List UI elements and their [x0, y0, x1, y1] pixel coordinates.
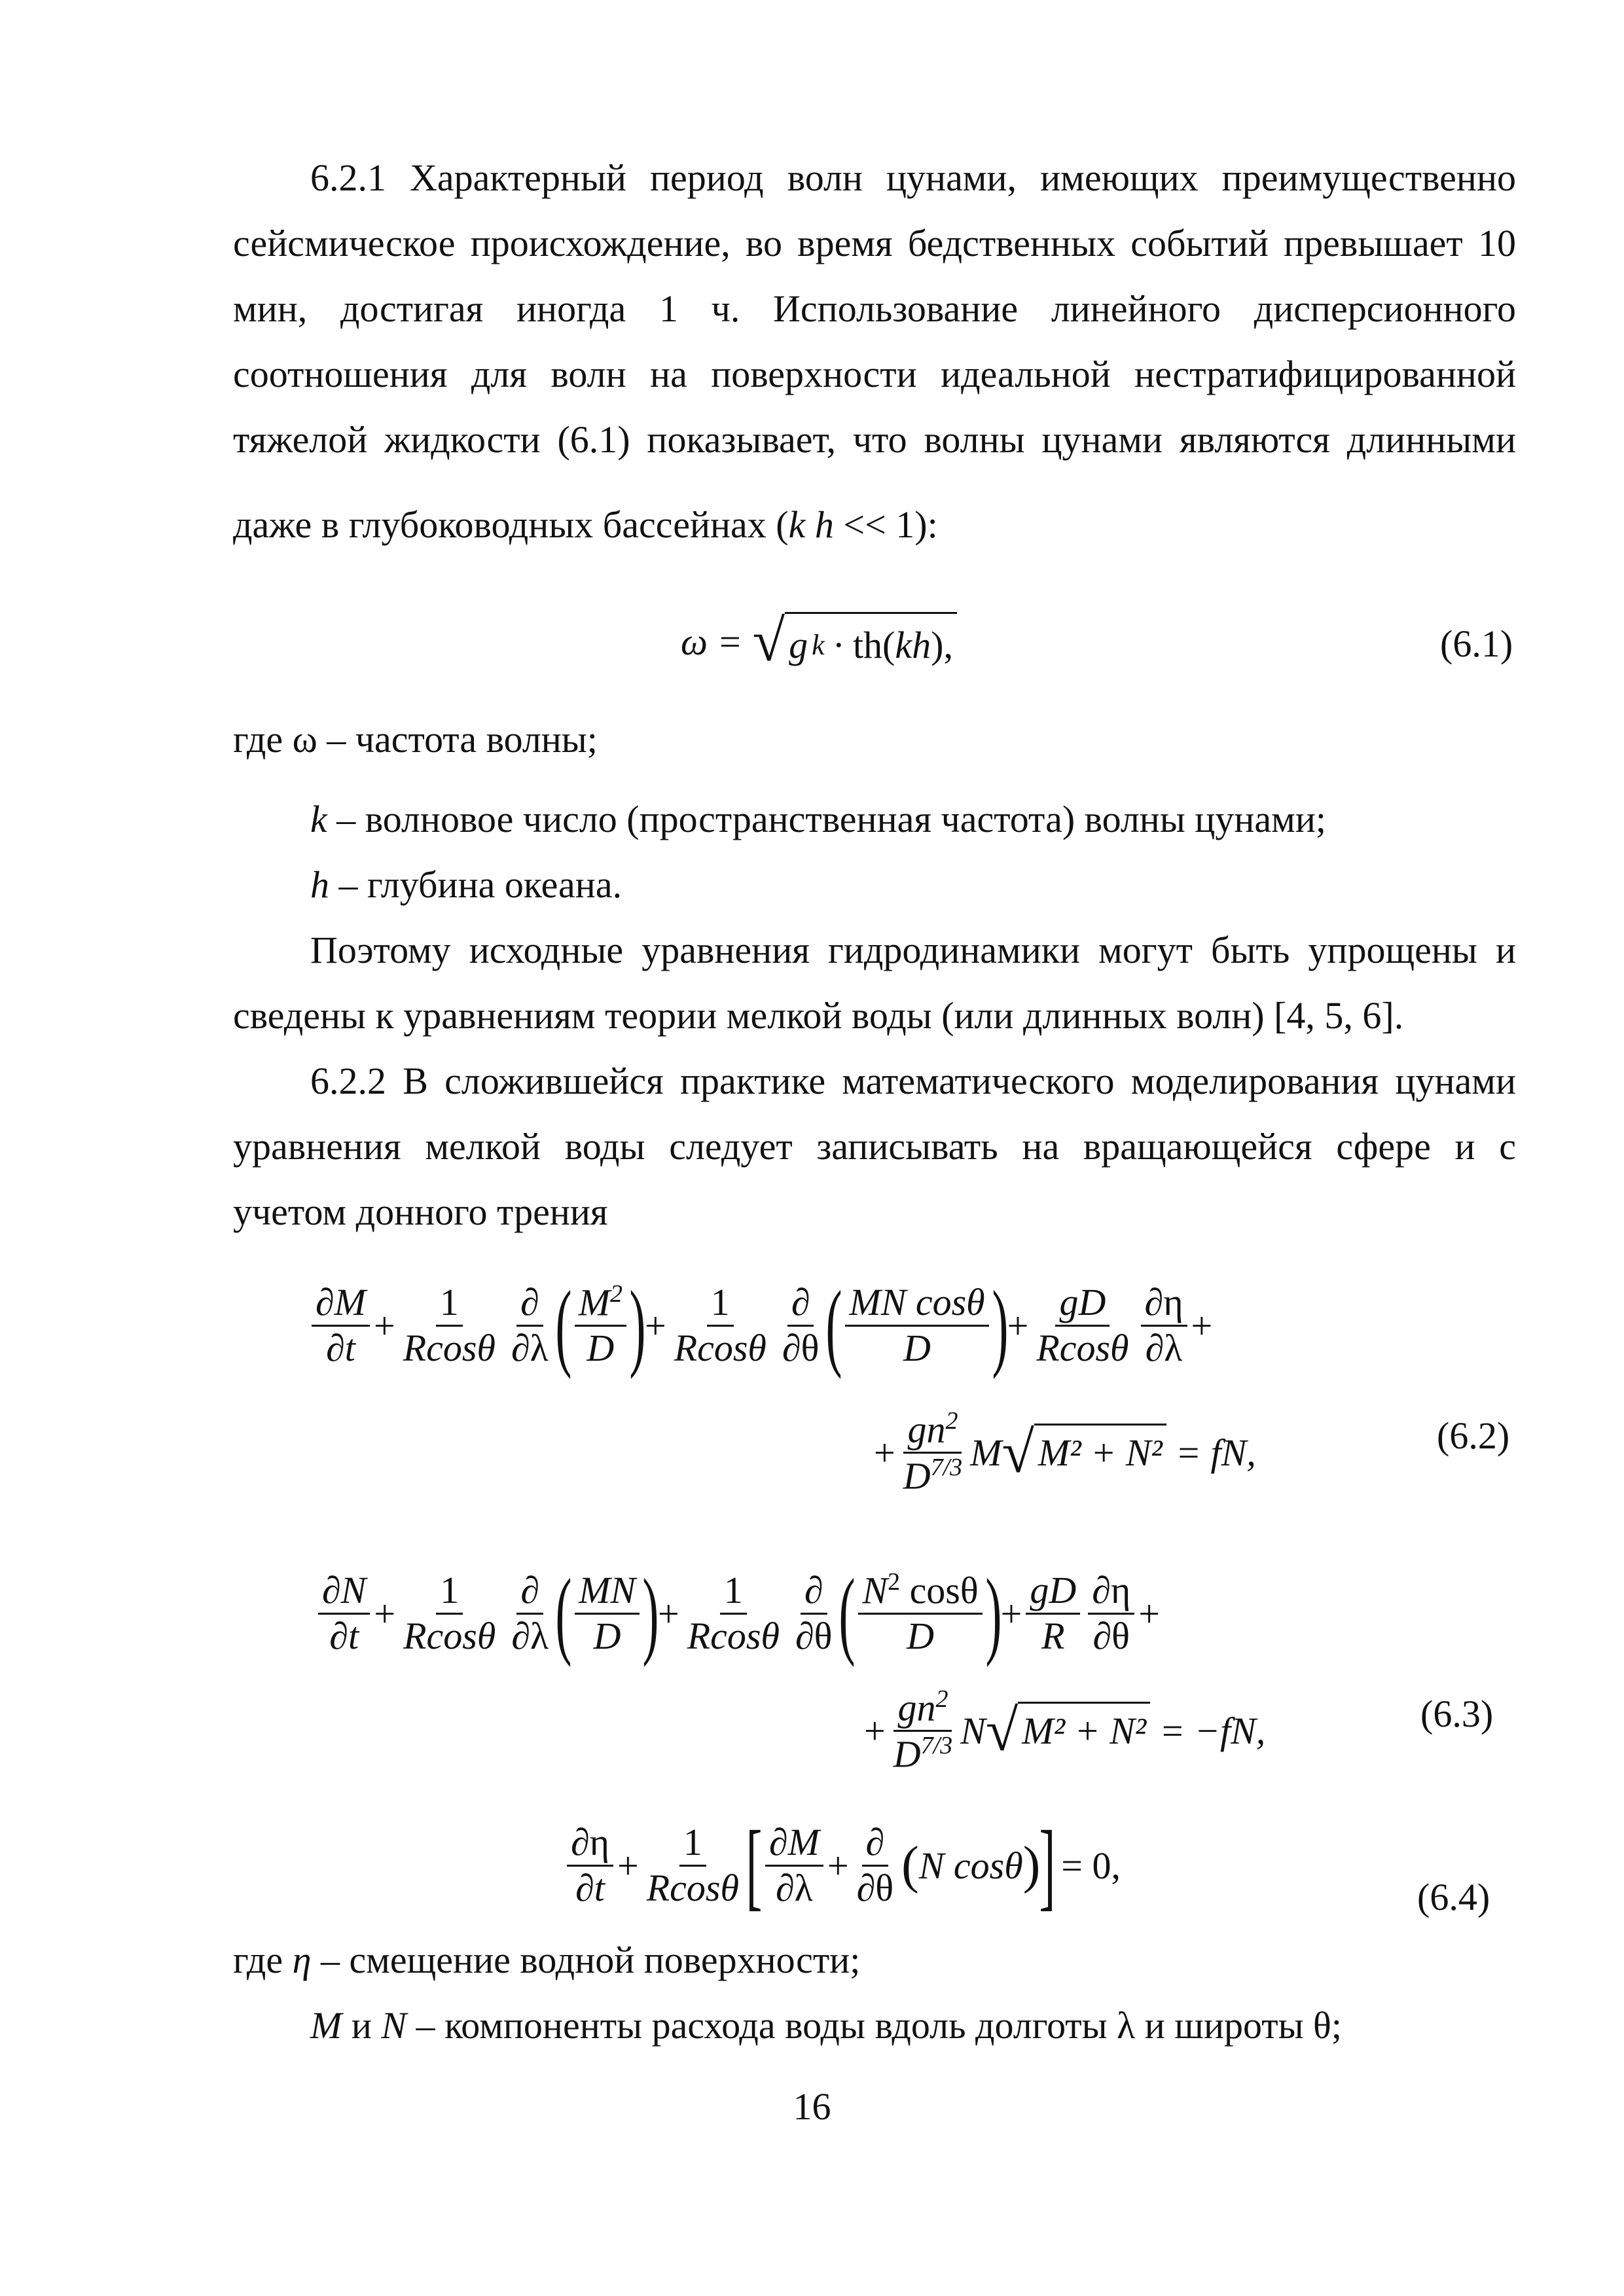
- text-line: соотношения для волн на поверхности идеальной нестратифицированной: [233, 353, 1516, 395]
- denominator: ∂θ: [856, 1866, 894, 1909]
- cos-theta: cosθ: [909, 1569, 979, 1612]
- numerator: 1: [679, 1821, 706, 1867]
- left-paren-icon: (: [555, 1559, 572, 1668]
- denominator: ∂λ: [511, 1326, 549, 1369]
- equation-6-2-line-2: [874, 1407, 1256, 1498]
- text-line: уравнения мелкой воды следует записывать на вращающейся сфере и с: [233, 1125, 1516, 1168]
- equation-6-1: [681, 609, 957, 673]
- left-paren-icon: (: [825, 1271, 842, 1380]
- denominator: Rcosθ: [646, 1866, 739, 1909]
- denominator: Rcosθ: [403, 1614, 496, 1657]
- fraction: [567, 1821, 613, 1910]
- denominator: ∂t: [326, 1326, 355, 1369]
- plus-sign: +: [374, 1592, 396, 1635]
- numerator: gD: [1055, 1281, 1110, 1327]
- right-hand-side: = fN,: [1175, 1431, 1256, 1475]
- text-line: сведены к уравнениям теории мелкой воды (или длинных волн) [4, 5, 6].: [233, 994, 1404, 1037]
- equation-number: (6.2): [1437, 1414, 1510, 1457]
- denominator: Rcosθ: [674, 1326, 767, 1369]
- plus-sign: +: [617, 1844, 639, 1887]
- paragraph-therefore: [233, 918, 1516, 1049]
- text-span: – глубина океана.: [329, 863, 623, 906]
- text-span: – смещение водной поверхности;: [311, 1939, 861, 1981]
- plus-sign: +: [1007, 1304, 1029, 1347]
- dot-operator: ·: [832, 624, 845, 666]
- radicand: M² + N²: [1034, 1424, 1166, 1482]
- equation-number: (6.4): [1417, 1876, 1490, 1918]
- n-cos-theta: N cosθ: [918, 1844, 1023, 1887]
- denominator: ∂t: [329, 1614, 359, 1657]
- symbol-N: N: [862, 1569, 888, 1612]
- plus-sign: +: [1000, 1592, 1022, 1635]
- numerator: 1: [436, 1281, 463, 1327]
- symbol-kh: kh: [895, 624, 931, 666]
- plus-sign: +: [874, 1431, 895, 1475]
- fraction: [399, 1569, 499, 1658]
- denominator: D: [593, 1614, 621, 1657]
- symbol-gn: gn: [897, 1686, 936, 1729]
- radicand: [785, 612, 957, 671]
- numerator: ∂: [787, 1281, 814, 1327]
- fraction: [399, 1281, 499, 1370]
- plus-sign: +: [864, 1710, 886, 1753]
- text-span: где ω – частота волны;: [233, 718, 598, 761]
- plus-sign: +: [827, 1844, 849, 1887]
- numerator: MN: [575, 1569, 640, 1615]
- left-bracket-icon: [: [746, 1811, 763, 1920]
- numerator: ∂: [516, 1281, 543, 1327]
- fraction: [312, 1281, 370, 1370]
- text-span: << 1):: [833, 503, 938, 546]
- denominator: R: [1041, 1614, 1065, 1657]
- left-paren-icon: (: [839, 1559, 856, 1668]
- symbol-N: N: [960, 1710, 986, 1753]
- text-span: даже в глубоководных бассейнах (: [233, 503, 789, 546]
- fraction: $\frac{N^2 \cos\theta}{D}$: [858, 1568, 982, 1659]
- paragraph-6-2-1: [233, 145, 1516, 473]
- fraction: [683, 1569, 784, 1658]
- numerator: ∂N: [318, 1569, 370, 1615]
- numerator: 1: [436, 1569, 463, 1615]
- left-paren-icon: (: [901, 1836, 919, 1894]
- right-paren-icon: ): [985, 1559, 1002, 1668]
- fraction: $\frac{gn^2}{D^{7/3}}$: [893, 1685, 953, 1776]
- text-span: где: [233, 1939, 293, 1981]
- symbol-eta: η: [292, 1939, 312, 1981]
- symbol-g: g: [789, 624, 808, 666]
- equals-sign: =: [719, 620, 741, 663]
- numerator: ∂: [801, 1569, 827, 1615]
- text-span: – волновое число (пространственная частота) волны цунами;: [327, 798, 1326, 840]
- fraction: [853, 1821, 897, 1910]
- definition-eta: [233, 1928, 1516, 1993]
- denominator: ∂t: [575, 1866, 605, 1909]
- text-line: мин, достигая иногда 1 ч. Использование линейного дисперсионного: [233, 287, 1516, 330]
- sqrt-sign-icon: √: [985, 1698, 1019, 1763]
- symbol-M: M: [970, 1431, 1002, 1475]
- symbol-M: M: [578, 1281, 611, 1324]
- symbol-omega: ω: [681, 620, 708, 663]
- right-paren-icon: ): [642, 1559, 659, 1668]
- text-span: – компоненты расхода воды вдоль долготы λ и широты θ;: [406, 2004, 1342, 2047]
- denominator: ∂λ: [511, 1614, 549, 1657]
- symbol-k: k: [310, 798, 327, 840]
- plus-sign: +: [644, 1304, 666, 1347]
- numerator: ∂M: [312, 1281, 370, 1327]
- paragraph-6-2-2: [233, 1049, 1516, 1245]
- fraction: [643, 1821, 743, 1910]
- right-hand-side: = 0,: [1061, 1844, 1121, 1887]
- equation-6-2-line-1: [308, 1271, 1213, 1380]
- symbol-h: h: [814, 503, 834, 546]
- denominator: Rcosθ: [1036, 1326, 1129, 1369]
- text-line: сейсмическое происхождение, во время бедственных событий превышает 10: [233, 222, 1516, 264]
- fraction: [318, 1569, 370, 1658]
- denominator: D: [586, 1327, 615, 1370]
- sqrt-sign-icon: √: [1001, 1420, 1034, 1485]
- fraction: [507, 1569, 552, 1658]
- numerator: gD: [1026, 1569, 1080, 1615]
- definition-k: [310, 787, 1515, 852]
- symbol-gn: gn: [907, 1408, 946, 1451]
- text-line: 6.2.2 В сложившейся практике математического моделирования цунами: [310, 1060, 1516, 1102]
- right-paren-icon: ): [992, 1271, 1009, 1380]
- fraction: [791, 1569, 836, 1658]
- text-line: Поэтому исходные уравнения гидродинамики могут быть упрощены и: [310, 929, 1516, 971]
- text-span: и: [342, 2004, 382, 2047]
- right-bracket-icon: ]: [1039, 1811, 1056, 1920]
- equation-number: (6.1): [1440, 622, 1513, 665]
- symbol-D: D: [903, 1454, 931, 1498]
- numerator: ∂: [516, 1569, 543, 1615]
- closing-paren: ),: [931, 624, 953, 666]
- right-hand-side: = −fN,: [1159, 1710, 1266, 1753]
- denominator: ∂λ: [1145, 1326, 1183, 1369]
- plus-sign: +: [1191, 1304, 1213, 1347]
- text-line: 6.2.1 Характерный период волн цунами, имеющих преимущественно: [310, 156, 1516, 199]
- plus-sign: +: [658, 1592, 679, 1635]
- sqrt-sign-icon: √: [752, 609, 785, 673]
- fraction: [845, 1281, 988, 1370]
- denominator: Rcosθ: [403, 1326, 496, 1369]
- definition-m-n: [310, 1993, 1515, 2058]
- equation-6-3-line-1: [314, 1559, 1160, 1668]
- left-paren-icon: (: [555, 1271, 572, 1380]
- symbol-k: k: [812, 629, 825, 661]
- function-th: th(: [852, 624, 895, 666]
- fraction: [670, 1281, 770, 1370]
- fraction: $\frac{M^2}{D}$: [575, 1280, 626, 1371]
- symbol-D: D: [893, 1732, 921, 1776]
- definition-h: [310, 852, 1515, 918]
- numerator: 1: [707, 1281, 734, 1327]
- fraction: [1026, 1569, 1080, 1658]
- right-paren-icon: ): [1022, 1836, 1041, 1894]
- symbol-k: k: [788, 503, 806, 546]
- radicand: M² + N²: [1018, 1702, 1150, 1761]
- fraction: [1032, 1281, 1132, 1370]
- right-paren-icon: ): [629, 1271, 646, 1380]
- symbol-M: M: [310, 2004, 342, 2047]
- numerator: MN cosθ: [845, 1281, 988, 1327]
- sqrt: [985, 1698, 1150, 1763]
- plus-sign: +: [1138, 1592, 1160, 1635]
- definition-omega: [233, 707, 1516, 772]
- denominator: D: [903, 1326, 931, 1369]
- fraction: [765, 1821, 823, 1910]
- numerator: ∂M: [765, 1821, 823, 1867]
- exponent: 7/3: [920, 1732, 953, 1760]
- page-number: 16: [793, 2085, 831, 2128]
- fraction: [1088, 1569, 1134, 1658]
- exponent: 7/3: [930, 1454, 963, 1482]
- denominator: ∂θ: [795, 1614, 833, 1657]
- paragraph-line: [233, 492, 1516, 558]
- sqrt: [752, 609, 957, 673]
- equation-number: (6.3): [1420, 1693, 1494, 1735]
- sqrt: [1001, 1420, 1166, 1485]
- denominator: Rcosθ: [687, 1614, 780, 1657]
- fraction: $\frac{gn^2}{D^{7/3}}$: [903, 1407, 963, 1498]
- equation-6-3-line-2: [864, 1685, 1265, 1776]
- denominator: ∂θ: [1092, 1614, 1130, 1657]
- denominator: D: [907, 1615, 934, 1658]
- fraction: [778, 1281, 823, 1370]
- fraction: [575, 1569, 640, 1658]
- text-line: учетом донного трения: [233, 1191, 608, 1233]
- text-line: тяжелой жидкости (6.1) показывает, что волны цунами являются длинными: [233, 418, 1516, 461]
- equation-6-4: [563, 1811, 1121, 1920]
- fraction: [507, 1281, 552, 1370]
- numerator: ∂: [862, 1821, 889, 1867]
- numerator: ∂η: [1141, 1281, 1187, 1327]
- denominator: ∂λ: [776, 1866, 813, 1909]
- plus-sign: +: [373, 1304, 395, 1347]
- symbol-N: N: [381, 2004, 407, 2047]
- numerator: ∂η: [567, 1821, 613, 1867]
- numerator: 1: [720, 1569, 747, 1615]
- symbol-h: h: [310, 863, 329, 906]
- fraction: [1141, 1281, 1187, 1370]
- numerator: ∂η: [1088, 1569, 1134, 1615]
- denominator: ∂θ: [782, 1326, 820, 1369]
